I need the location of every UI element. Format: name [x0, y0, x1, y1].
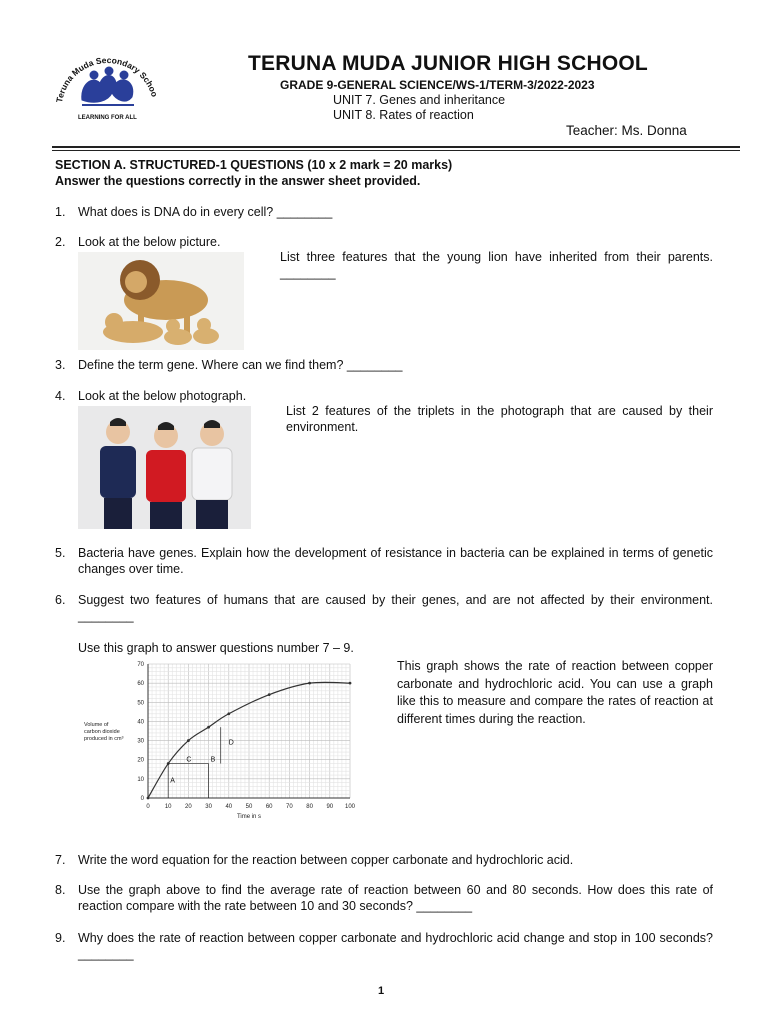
y-tick-label: 10	[137, 776, 144, 783]
question-number: 5.	[55, 546, 66, 560]
annotation-label: C	[186, 756, 192, 764]
question-number: 7.	[55, 853, 66, 867]
grade-line: GRADE 9-GENERAL SCIENCE/WS-1/TERM-3/2022-2023	[280, 78, 595, 92]
y-tick-label: 20	[137, 757, 144, 764]
school-title: TERUNA MUDA JUNIOR HIGH SCHOOL	[248, 52, 648, 75]
x-tick-label: 70	[286, 804, 293, 810]
question-number: 8.	[55, 883, 66, 897]
question-text: Use the graph above to find the average rate of reaction between 60 and 80 seconds. How does this rate of reaction compare with the rate between 10 and 30 seconds? ________	[78, 883, 713, 913]
question-text: Define the term gene. Where can we find them? ________	[78, 358, 403, 372]
question-text: Look at the below picture.	[78, 235, 221, 249]
section-header	[55, 157, 452, 189]
question-text: What does is DNA do in every cell? ________	[78, 205, 333, 219]
data-point	[147, 797, 150, 800]
x-tick-label: 90	[326, 804, 334, 810]
annotation-label: A	[170, 777, 175, 785]
chart-grid	[148, 664, 350, 798]
question-9	[0, 930, 768, 964]
data-point	[227, 712, 230, 715]
question-number: 1.	[55, 205, 66, 219]
annotation-label: D	[228, 739, 234, 747]
chart-svg	[80, 658, 370, 824]
question-number: 2.	[55, 235, 66, 249]
y-axis-label: produced in cm³	[84, 736, 124, 742]
x-tick-label: 10	[164, 804, 172, 810]
y-tick-label: 40	[137, 719, 144, 726]
question-number: 3.	[55, 358, 66, 372]
logo-arc-text: Teruna Muda Secondary Schoo	[54, 54, 160, 104]
question-8	[0, 882, 768, 916]
chart-annotations	[168, 727, 234, 798]
question-2-prompt: List three features that the young lion have inherited from their parents. ________	[280, 250, 713, 280]
question-text: Why does the rate of reaction between copper carbonate and hydrochloric acid change and stop in 100 seconds? ________	[78, 931, 713, 961]
graph-description: This graph shows the rate of reaction between copper carbonate and hydrochloric acid. You can use a graph like this to measure and compare the rates of reaction at different times during the reaction.	[397, 659, 713, 726]
question-number: 6.	[55, 593, 66, 607]
unit-8-label: UNIT 8. Rates of reaction	[333, 108, 474, 122]
section-title: SECTION A. STRUCTURED-1 QUESTIONS (10 x 2 mark = 20 marks)	[55, 158, 453, 172]
reaction-rate-graph	[80, 658, 370, 824]
y-axis-label: Volume of	[84, 722, 109, 728]
teacher-label: Teacher: Ms. Donna	[566, 123, 687, 138]
question-number: 4.	[55, 389, 66, 403]
page-number: 1	[378, 985, 385, 997]
annotation-label: B	[210, 756, 216, 764]
graph-intro: Use this graph to answer questions number 7 – 9.	[78, 641, 354, 655]
x-tick-label: 40	[225, 804, 233, 810]
x-axis-label: Time in s	[236, 814, 262, 820]
triplets-photo	[78, 406, 251, 529]
header-rule	[52, 150, 740, 151]
header-rule	[52, 146, 740, 148]
y-tick-label: 30	[137, 738, 144, 745]
x-tick-label: 100	[344, 804, 356, 810]
question-number: 9.	[55, 931, 66, 945]
logo-motto: LEARNING FOR ALL	[78, 115, 137, 121]
data-point	[349, 682, 352, 685]
y-axis-label: carbon dioxide	[84, 729, 120, 735]
question-text: Bacteria have genes. Explain how the development of resistance in bacteria can be explained in terms of genetic changes over time.	[78, 546, 713, 576]
y-tick-label: 60	[137, 681, 144, 688]
x-tick-label: 50	[245, 804, 253, 810]
question-text: Write the word equation for the reaction between copper carbonate and hydrochloric acid.	[78, 853, 574, 867]
y-tick-label: 0	[140, 796, 144, 802]
data-point	[207, 726, 210, 729]
section-instruction: Answer the questions correctly in the answer sheet provided.	[55, 174, 421, 188]
x-tick-label: 60	[265, 804, 273, 810]
question-6	[0, 592, 768, 626]
school-logo	[52, 45, 164, 127]
y-tick-label: 50	[137, 700, 144, 707]
question-text: Look at the below photograph.	[78, 389, 247, 403]
x-tick-label: 80	[306, 804, 313, 810]
x-tick-label: 0	[146, 804, 150, 810]
data-point	[268, 693, 271, 696]
data-point	[187, 739, 190, 742]
data-point	[308, 682, 311, 685]
chart-ticks	[84, 662, 356, 820]
x-tick-label: 30	[205, 804, 212, 810]
question-text: Suggest two features of humans that are caused by their genes, and are not affected by their environment. ________	[78, 593, 713, 623]
lion-family-photo	[78, 252, 244, 350]
x-tick-label: 20	[185, 804, 192, 810]
question-5	[0, 545, 768, 579]
question-4-prompt: List 2 features of the triplets in the photograph that are caused by their environment.	[286, 404, 713, 434]
y-tick-label: 70	[137, 662, 144, 668]
unit-7-label: UNIT 7. Genes and inheritance	[333, 93, 506, 107]
